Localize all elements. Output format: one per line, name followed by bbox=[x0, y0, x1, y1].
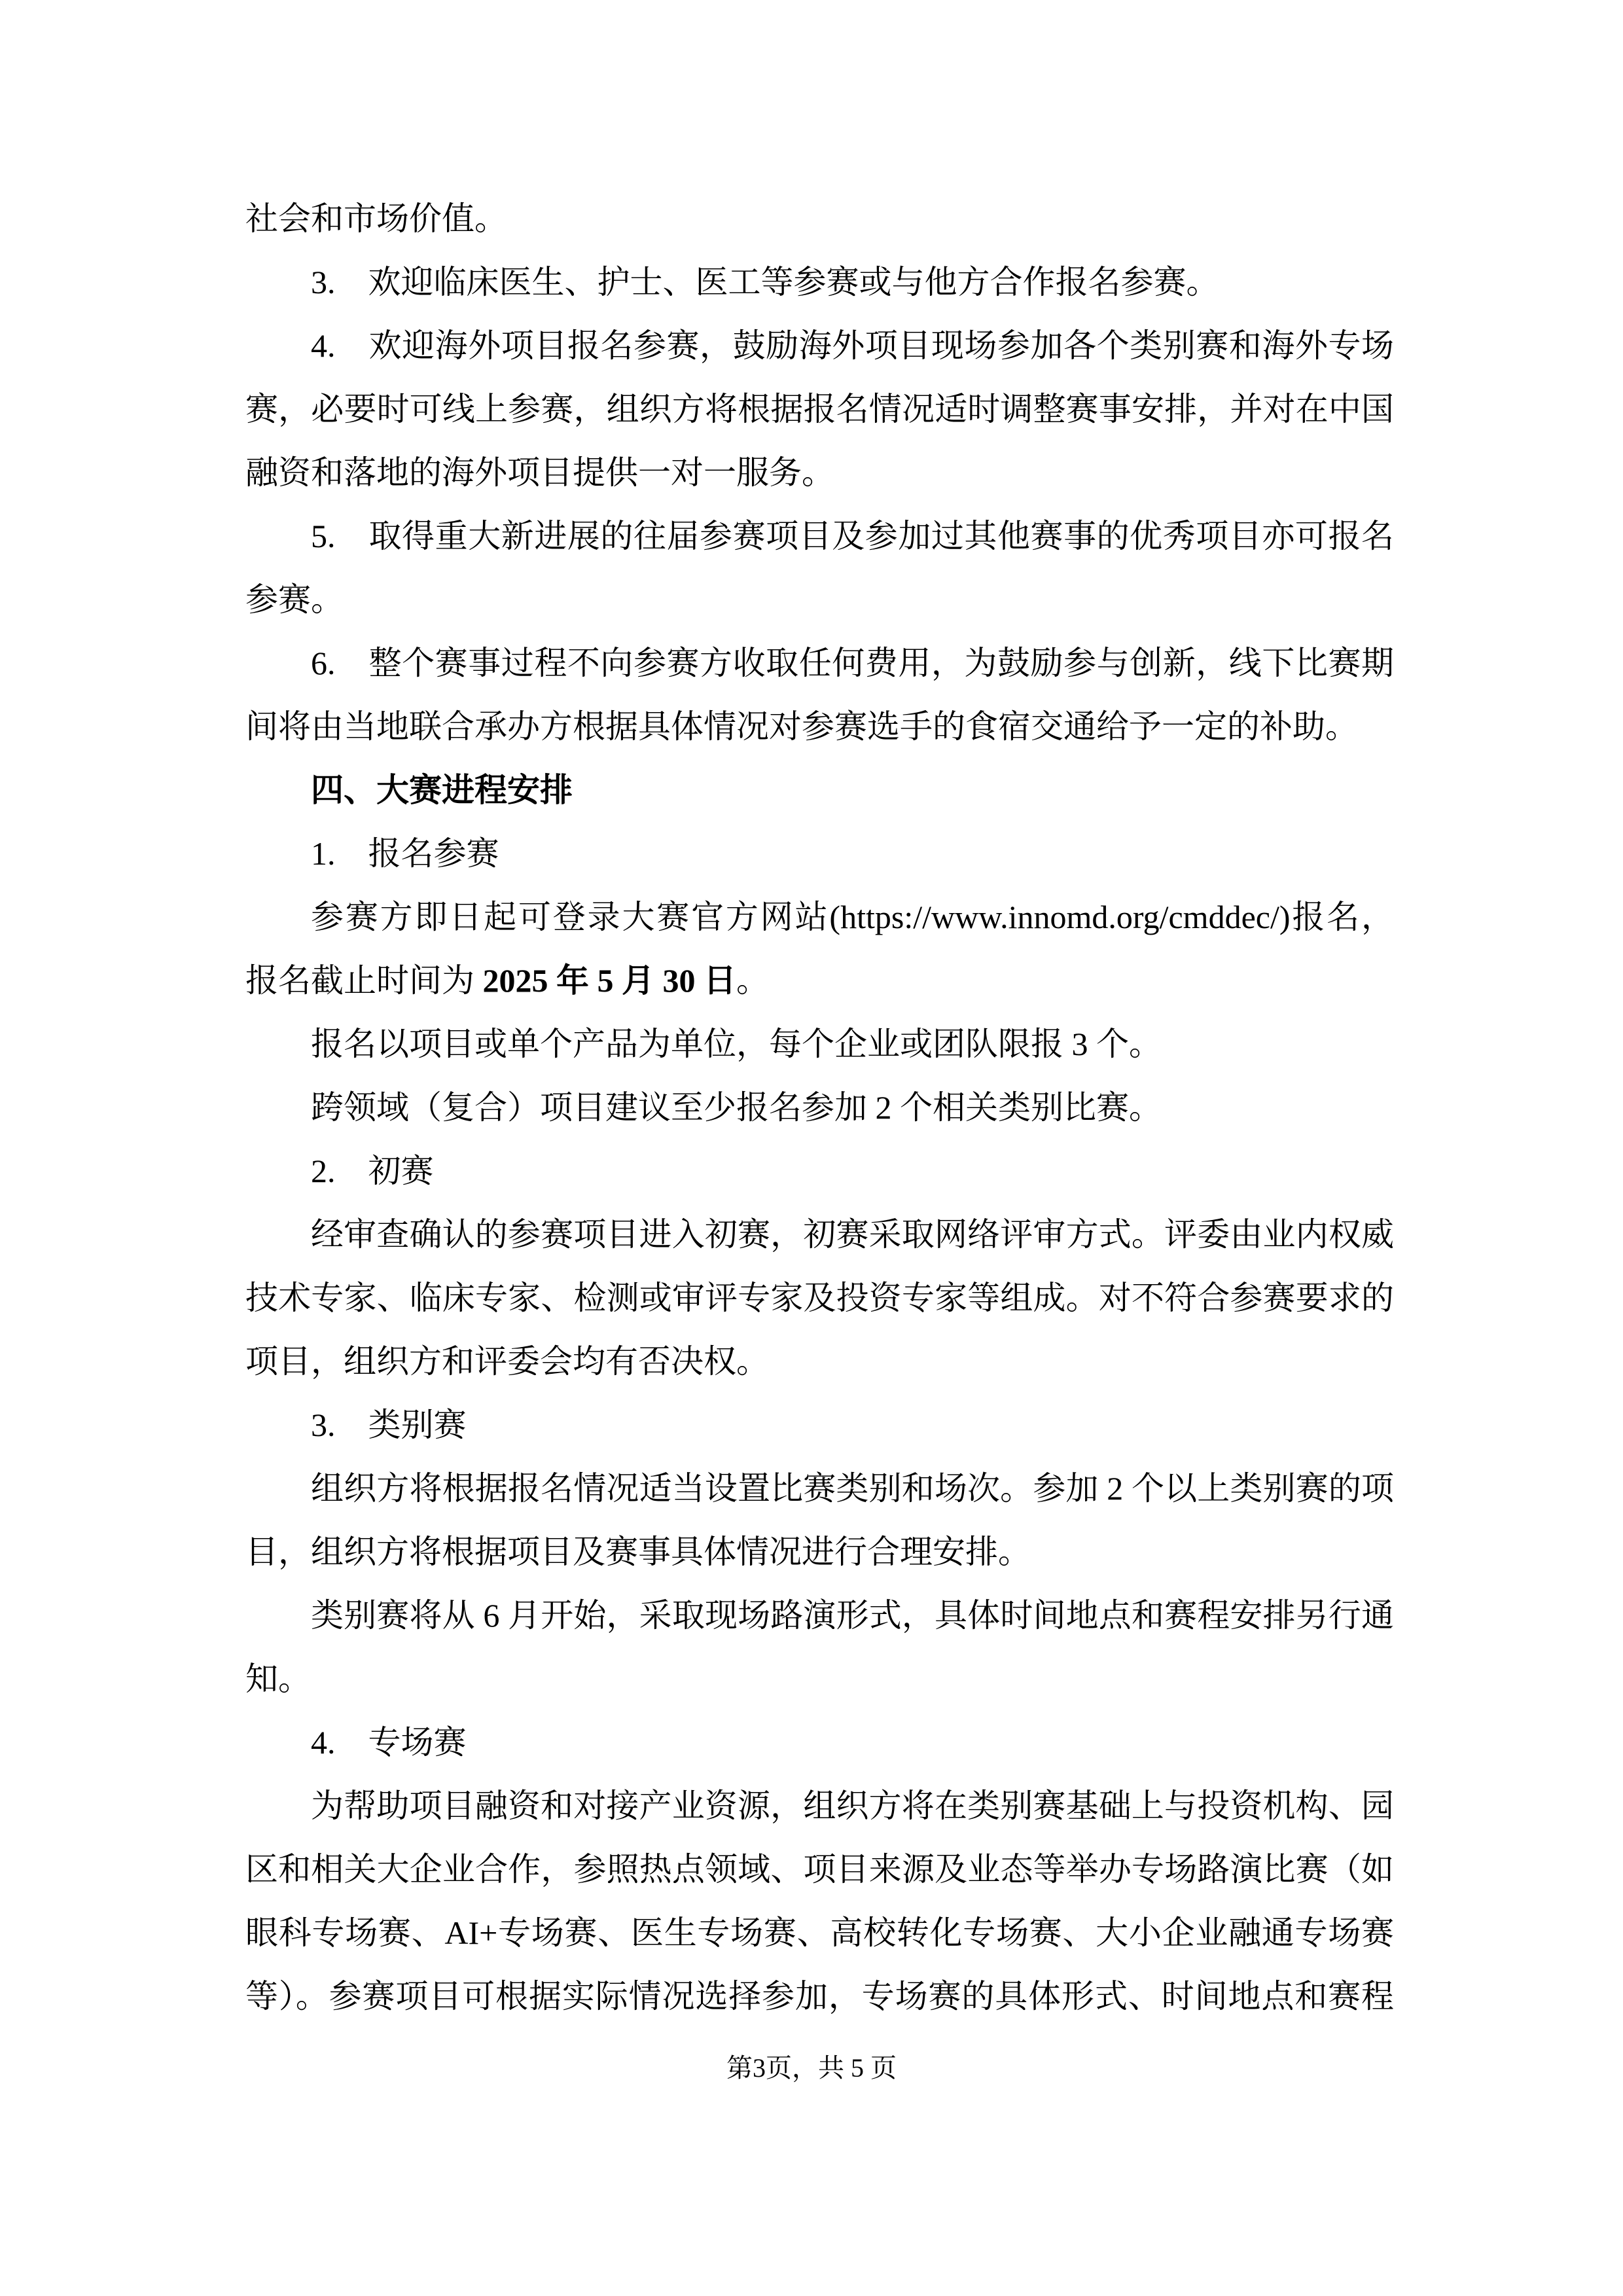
text-line: 项目，组织方和评委会均有否决权。 bbox=[245, 1343, 769, 1380]
text-line: 跨领域（复合）项目建议至少报名参加 2 个相关类别比赛。 bbox=[311, 1089, 1162, 1126]
deadline-date: 2025 年 5 月 30 日 bbox=[482, 962, 736, 999]
list-item-line: 3. 欢迎临床医生、护士、医工等参赛或与他方合作报名参赛。 bbox=[311, 264, 1219, 300]
text-segment: 报名截止时间为 bbox=[245, 962, 483, 999]
page-number: 第3页，共 5 页 bbox=[726, 2053, 897, 2083]
list-item-line: 6. 整个赛事过程不向参赛方收取任何费用，为鼓励参与创新，线下比赛期 bbox=[311, 645, 1394, 681]
list-item-line: 2. 初赛 bbox=[311, 1153, 434, 1189]
text-line: 区和相关大企业合作，参照热点领域、项目来源及业态等举办专场路演比赛（如 bbox=[245, 1851, 1394, 1888]
text-segment: 。 bbox=[736, 962, 769, 999]
text-line: 社会和市场价值。 bbox=[245, 200, 507, 237]
text-line bbox=[245, 949, 1394, 1013]
text-line: 眼科专场赛、AI+专场赛、医生专场赛、高校转化专场赛、大小企业融通专场赛 bbox=[245, 1914, 1394, 1951]
text-line: 目，组织方将根据项目及赛事具体情况进行合理安排。 bbox=[245, 1534, 1031, 1570]
list-item-line: 1. 报名参赛 bbox=[311, 835, 499, 872]
text-line: 融资和落地的海外项目提供一对一服务。 bbox=[245, 454, 834, 491]
list-item-line: 4. 欢迎海外项目报名参赛，鼓励海外项目现场参加各个类别赛和海外专场 bbox=[311, 327, 1394, 364]
text-line: 等）。参赛项目可根据实际情况选择参加，专场赛的具体形式、时间地点和赛程 bbox=[245, 1978, 1394, 2015]
list-item-line: 3. 类别赛 bbox=[311, 1407, 467, 1443]
text-line: 间将由当地联合承办方根据具体情况对参赛选手的食宿交通给予一定的补助。 bbox=[245, 708, 1358, 745]
text-line: 经审查确认的参赛项目进入初赛，初赛采取网络评审方式。评委由业内权威 bbox=[311, 1216, 1394, 1253]
text-segment: )报名， bbox=[1279, 899, 1394, 935]
list-item-line: 4. 专场赛 bbox=[311, 1724, 467, 1761]
text-line: 组织方将根据报名情况适当设置比赛类别和场次。参加 2 个以上类别赛的项 bbox=[311, 1470, 1394, 1507]
text-line bbox=[245, 886, 1394, 949]
text-line: 技术专家、临床专家、检测或审评专家及投资专家等组成。对不符合参赛要求的 bbox=[245, 1280, 1394, 1316]
text-line: 知。 bbox=[245, 1660, 311, 1697]
website-url: https://www.innomd.org/cmddec/ bbox=[840, 899, 1279, 935]
text-line: 报名以项目或单个产品为单位，每个企业或团队限报 3 个。 bbox=[311, 1026, 1162, 1062]
document-body bbox=[245, 187, 1394, 2028]
section-heading: 四、大赛进程安排 bbox=[311, 772, 573, 808]
text-segment: 参赛方即日起可登录大赛官方网站( bbox=[311, 899, 841, 935]
text-line: 为帮助项目融资和对接产业资源，组织方将在类别赛基础上与投资机构、园 bbox=[311, 1787, 1394, 1824]
text-line: 参赛。 bbox=[245, 581, 344, 618]
text-line: 类别赛将从 6 月开始，采取现场路演形式，具体时间地点和赛程安排另行通 bbox=[311, 1597, 1394, 1634]
text-line: 赛，必要时可线上参赛，组织方将根据报名情况适时调整赛事安排，并对在中国 bbox=[245, 391, 1394, 427]
list-item-line: 5. 取得重大新进展的往届参赛项目及参加过其他赛事的优秀项目亦可报名 bbox=[311, 518, 1394, 554]
